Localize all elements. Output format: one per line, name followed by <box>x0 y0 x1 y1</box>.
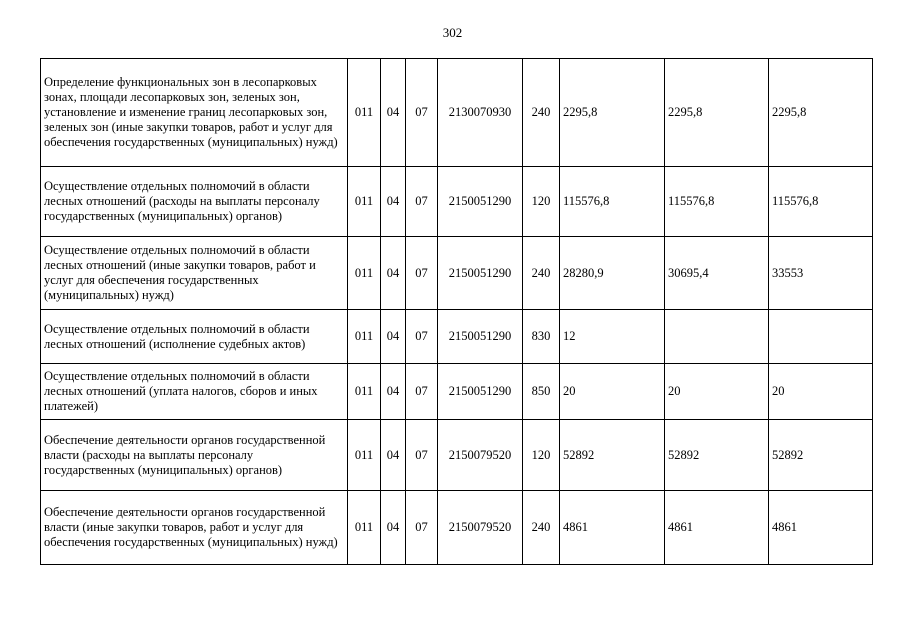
row-amount-1: 52892 <box>560 420 665 491</box>
row-amount-2: 52892 <box>665 420 769 491</box>
row-expense-type: 830 <box>523 310 560 364</box>
row-amount-1: 2295,8 <box>560 59 665 167</box>
row-amount-3: 2295,8 <box>769 59 873 167</box>
table-row <box>41 364 873 420</box>
row-amount-3: 52892 <box>769 420 873 491</box>
row-section-code: 04 <box>381 167 406 237</box>
row-ministry-code: 011 <box>348 167 381 237</box>
row-expense-type: 240 <box>523 59 560 167</box>
row-target-code: 2130070930 <box>438 59 523 167</box>
row-subsection-code: 07 <box>406 167 438 237</box>
row-description: Обеспечение деятельности органов государственной власти (иные закупки товаров, работ и услуг для обеспечения государственных (муниципальных) нужд) <box>41 491 348 565</box>
row-section-code: 04 <box>381 59 406 167</box>
row-amount-2: 30695,4 <box>665 237 769 310</box>
table-row <box>41 167 873 237</box>
row-subsection-code: 07 <box>406 420 438 491</box>
row-amount-2 <box>665 310 769 364</box>
row-section-code: 04 <box>381 237 406 310</box>
row-description: Обеспечение деятельности органов государственной власти (расходы на выплаты персоналу государственных (муниципальных) органов) <box>41 420 348 491</box>
row-subsection-code: 07 <box>406 491 438 565</box>
row-section-code: 04 <box>381 420 406 491</box>
row-section-code: 04 <box>381 310 406 364</box>
row-expense-type: 850 <box>523 364 560 420</box>
row-expense-type: 240 <box>523 237 560 310</box>
row-ministry-code: 011 <box>348 237 381 310</box>
table-row <box>41 237 873 310</box>
row-section-code: 04 <box>381 491 406 565</box>
row-target-code: 2150079520 <box>438 491 523 565</box>
row-expense-type: 240 <box>523 491 560 565</box>
table-body <box>41 59 873 565</box>
row-subsection-code: 07 <box>406 237 438 310</box>
row-amount-2: 4861 <box>665 491 769 565</box>
row-target-code: 2150051290 <box>438 167 523 237</box>
row-subsection-code: 07 <box>406 364 438 420</box>
row-amount-2: 2295,8 <box>665 59 769 167</box>
row-expense-type: 120 <box>523 420 560 491</box>
row-amount-3: 4861 <box>769 491 873 565</box>
row-amount-1: 20 <box>560 364 665 420</box>
row-amount-1: 4861 <box>560 491 665 565</box>
row-amount-3 <box>769 310 873 364</box>
row-amount-3: 115576,8 <box>769 167 873 237</box>
budget-table <box>40 58 873 565</box>
row-subsection-code: 07 <box>406 59 438 167</box>
row-target-code: 2150051290 <box>438 364 523 420</box>
row-target-code: 2150051290 <box>438 310 523 364</box>
row-amount-1: 12 <box>560 310 665 364</box>
row-amount-1: 115576,8 <box>560 167 665 237</box>
row-ministry-code: 011 <box>348 491 381 565</box>
row-description: Осуществление отдельных полномочий в области лесных отношений (уплата налогов, сборов и иных платежей) <box>41 364 348 420</box>
row-description: Осуществление отдельных полномочий в области лесных отношений (иные закупки товаров, работ и услуг для обеспечения государственных (муниципальных) нужд) <box>41 237 348 310</box>
row-expense-type: 120 <box>523 167 560 237</box>
row-description: Осуществление отдельных полномочий в области лесных отношений (расходы на выплаты персоналу государственных (муниципальных) органов) <box>41 167 348 237</box>
row-amount-3: 33553 <box>769 237 873 310</box>
row-amount-1: 28280,9 <box>560 237 665 310</box>
row-subsection-code: 07 <box>406 310 438 364</box>
table-row <box>41 59 873 167</box>
row-amount-2: 20 <box>665 364 769 420</box>
row-amount-3: 20 <box>769 364 873 420</box>
row-section-code: 04 <box>381 364 406 420</box>
table-row <box>41 310 873 364</box>
row-ministry-code: 011 <box>348 59 381 167</box>
table-row <box>41 420 873 491</box>
row-description: Определение функциональных зон в лесопарковых зонах, площади лесопарковых зон, зеленых зон, установление и изменение границ лесопарковых зон, зеленых зон (иные закупки товаров, работ и услуг для обеспечения государственных (муниципальных) нужд) <box>41 59 348 167</box>
row-ministry-code: 011 <box>348 420 381 491</box>
page-number: 302 <box>442 25 463 40</box>
row-target-code: 2150051290 <box>438 237 523 310</box>
row-target-code: 2150079520 <box>438 420 523 491</box>
row-ministry-code: 011 <box>348 364 381 420</box>
table-row <box>41 491 873 565</box>
row-amount-2: 115576,8 <box>665 167 769 237</box>
row-ministry-code: 011 <box>348 310 381 364</box>
row-description: Осуществление отдельных полномочий в области лесных отношений (исполнение судебных актов) <box>41 310 348 364</box>
